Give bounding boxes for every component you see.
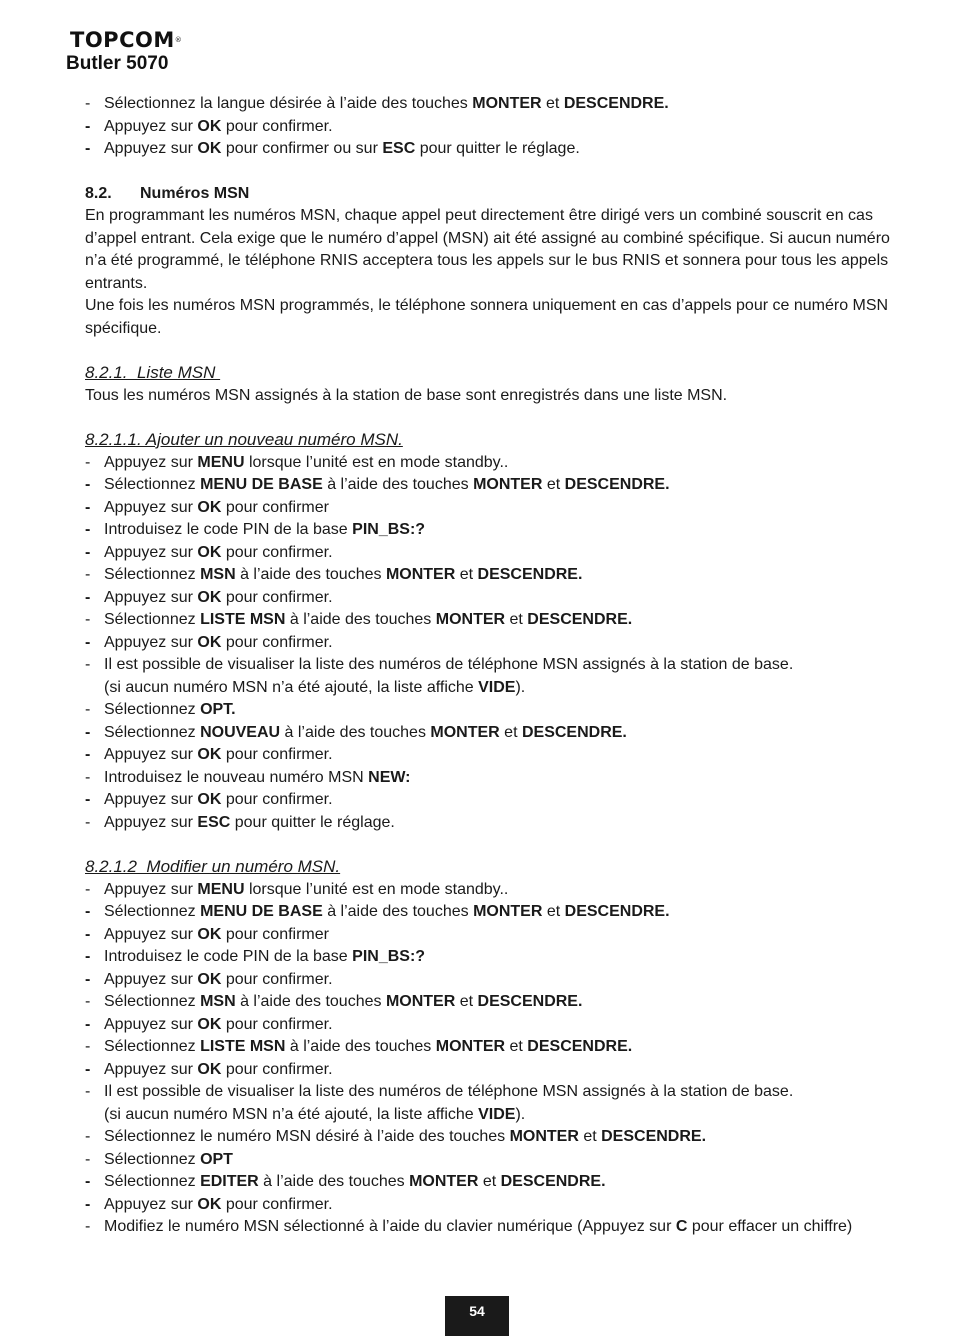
list-item-text bbox=[104, 542, 895, 565]
instruction-text: Appuyez sur bbox=[104, 970, 198, 988]
list-item-text bbox=[104, 969, 895, 992]
key-label: MONTER bbox=[473, 903, 543, 920]
list-item bbox=[85, 924, 895, 947]
list-bullet: - bbox=[85, 140, 91, 157]
key-label: DESCENDRE. bbox=[527, 1038, 633, 1055]
key-label: MONTER bbox=[430, 723, 500, 741]
key-label: LISTE MSN bbox=[200, 1038, 286, 1055]
instruction-text: pour confirmer. bbox=[221, 543, 333, 561]
key-label: OK bbox=[197, 543, 222, 561]
key-label: DESCENDRE. bbox=[527, 611, 633, 628]
list-item-text bbox=[104, 767, 895, 790]
instruction-text: ). bbox=[515, 1105, 526, 1123]
list-bullet: - bbox=[85, 1128, 91, 1145]
key-label: VIDE bbox=[478, 1105, 516, 1123]
list-bullet: - bbox=[85, 880, 91, 898]
key-label: OK bbox=[197, 746, 222, 763]
list-item bbox=[85, 969, 895, 992]
list-item bbox=[85, 767, 895, 790]
list-item bbox=[85, 654, 895, 699]
list-bullet: - bbox=[85, 566, 91, 583]
list-item-text bbox=[104, 1149, 895, 1172]
instruction-text: pour confirmer. bbox=[221, 1060, 333, 1078]
key-label: C bbox=[675, 1218, 688, 1235]
key-label: MONTER bbox=[435, 1038, 506, 1055]
instruction-text: Sélectionnez bbox=[104, 566, 201, 583]
list-item bbox=[85, 1126, 895, 1149]
instruction-text: pour confirmer. bbox=[221, 117, 333, 135]
list-bullet: - bbox=[85, 903, 91, 920]
list-item-text bbox=[104, 609, 895, 632]
list-item bbox=[85, 138, 895, 161]
instruction-text: Sélectionnez bbox=[104, 476, 201, 493]
instruction-text: et bbox=[505, 611, 528, 628]
key-label: MENU DE BASE bbox=[200, 903, 323, 920]
list-item bbox=[85, 812, 895, 835]
instruction-text: Sélectionnez bbox=[104, 723, 201, 741]
list-bullet: - bbox=[85, 633, 91, 651]
instruction-text: pour quitter le réglage. bbox=[230, 813, 395, 831]
instruction-text: pour confirmer bbox=[221, 925, 329, 943]
list-item-text bbox=[104, 1081, 895, 1104]
brand-logo: TOPCOM® bbox=[70, 28, 183, 52]
list-bullet: - bbox=[85, 453, 91, 471]
list-item-text bbox=[104, 632, 895, 655]
intro-list bbox=[85, 93, 895, 161]
list-item bbox=[85, 1014, 895, 1037]
instruction-text: à l’aide des touches bbox=[235, 566, 386, 583]
instruction-text: pour confirmer ou sur bbox=[221, 140, 383, 157]
list-item bbox=[85, 632, 895, 655]
key-label: DESCENDRE. bbox=[477, 566, 583, 583]
list-item bbox=[85, 1081, 895, 1126]
instruction-text: Sélectionnez la langue désirée à l’aide des touches bbox=[104, 95, 473, 112]
list-item-text bbox=[104, 901, 895, 924]
key-label: OK bbox=[197, 925, 222, 943]
key-label: DESCENDRE. bbox=[564, 903, 670, 920]
key-label: OK bbox=[197, 633, 222, 651]
list-bullet: - bbox=[85, 1083, 91, 1100]
key-label: DESCENDRE. bbox=[601, 1128, 707, 1145]
list-bullet: - bbox=[85, 925, 91, 943]
instruction-text: pour confirmer. bbox=[221, 1195, 333, 1213]
list-item bbox=[85, 93, 895, 116]
key-label: MONTER bbox=[409, 1173, 479, 1190]
list-item bbox=[85, 542, 895, 565]
page-number-box bbox=[445, 1296, 509, 1336]
list-item bbox=[85, 991, 895, 1014]
instruction-text: pour confirmer. bbox=[221, 746, 333, 763]
instruction-text: (si aucun numéro MSN n’a été ajouté, la liste affiche bbox=[104, 678, 479, 696]
instruction-text: Appuyez sur bbox=[104, 746, 198, 763]
list-bullet: - bbox=[85, 813, 91, 831]
instruction-text: Sélectionnez bbox=[104, 903, 201, 920]
list-item bbox=[85, 519, 895, 542]
instruction-text: Sélectionnez bbox=[104, 1150, 201, 1168]
key-label: ESC bbox=[382, 140, 416, 157]
section-8-2-1-text: Tous les numéros MSN assignés à la station de base sont enregistrés dans une liste MSN. bbox=[85, 386, 728, 404]
instruction-text: Appuyez sur bbox=[104, 813, 198, 831]
instruction-text: et bbox=[542, 903, 565, 920]
key-label: LISTE MSN bbox=[200, 611, 286, 628]
list-bullet: - bbox=[85, 723, 91, 741]
instruction-text: et bbox=[499, 723, 522, 741]
list-item-text bbox=[104, 93, 895, 116]
key-label: MSN bbox=[200, 993, 236, 1010]
list-item-text bbox=[104, 1059, 895, 1082]
instruction-text: pour confirmer. bbox=[221, 588, 333, 606]
list-item-text bbox=[104, 452, 895, 475]
list-item bbox=[85, 116, 895, 139]
list-item bbox=[85, 744, 895, 767]
key-label: EDITER bbox=[200, 1173, 259, 1190]
instruction-text: à l’aide des touches bbox=[280, 723, 431, 741]
list-item-text bbox=[104, 497, 895, 520]
key-label: MONTER bbox=[435, 611, 506, 628]
list-bullet: - bbox=[85, 1218, 91, 1235]
list-item bbox=[85, 1171, 895, 1194]
list-bullet: - bbox=[85, 1015, 91, 1033]
instruction-text: à l’aide des touches bbox=[322, 903, 474, 920]
key-label: DESCENDRE. bbox=[521, 723, 627, 741]
list-item-text bbox=[104, 991, 895, 1014]
list-item-continuation bbox=[104, 677, 895, 700]
list-bullet: - bbox=[85, 117, 91, 135]
list-item bbox=[85, 1059, 895, 1082]
instruction-text: Appuyez sur bbox=[104, 880, 198, 898]
key-label: NOUVEAU bbox=[200, 723, 281, 741]
instruction-text: Appuyez sur bbox=[104, 633, 198, 651]
list-item-text bbox=[104, 1171, 895, 1194]
list-item bbox=[85, 587, 895, 610]
key-label: OK bbox=[197, 1195, 222, 1213]
key-label: OPT. bbox=[200, 701, 236, 718]
instruction-text: ). bbox=[515, 678, 526, 696]
instruction-text: Introduisez le code PIN de la base bbox=[104, 521, 353, 538]
instruction-text: pour confirmer. bbox=[221, 1015, 333, 1033]
instruction-text: Appuyez sur bbox=[104, 1015, 198, 1033]
instruction-text: Appuyez sur bbox=[104, 498, 198, 516]
instruction-text: Sélectionnez bbox=[104, 993, 201, 1010]
list-item bbox=[85, 1149, 895, 1172]
model-name: Butler 5070 bbox=[66, 53, 169, 74]
list-bullet: - bbox=[85, 1060, 91, 1078]
key-label: MENU bbox=[197, 453, 245, 471]
instruction-text: lorsque l’unité est en mode standby.. bbox=[244, 880, 509, 898]
list-bullet: - bbox=[85, 611, 91, 628]
list-item-text bbox=[104, 1014, 895, 1037]
list-item-text bbox=[104, 1194, 895, 1217]
instruction-text: Appuyez sur bbox=[104, 791, 198, 808]
instruction-text: Appuyez sur bbox=[104, 1060, 198, 1078]
instruction-text: à l’aide des touches bbox=[285, 1038, 436, 1055]
instruction-text: pour quitter le réglage. bbox=[415, 140, 580, 157]
list-item bbox=[85, 1216, 895, 1239]
list-item-text bbox=[104, 879, 895, 902]
list-item bbox=[85, 946, 895, 969]
list-item-text bbox=[104, 1126, 895, 1149]
list-bullet: - bbox=[85, 521, 91, 538]
section-8-2-heading bbox=[85, 183, 895, 206]
key-label: VIDE bbox=[478, 678, 516, 696]
key-label: OK bbox=[197, 588, 222, 606]
list-bullet: - bbox=[85, 791, 91, 808]
list-bullet: - bbox=[85, 1150, 91, 1168]
list-item-text bbox=[104, 924, 895, 947]
list-item-text bbox=[104, 474, 895, 497]
key-label: OK bbox=[197, 791, 222, 808]
instruction-text: pour confirmer. bbox=[221, 970, 333, 988]
key-label: ESC bbox=[197, 813, 231, 831]
instruction-text: et bbox=[578, 1128, 602, 1145]
key-label: NEW: bbox=[368, 768, 411, 786]
key-label: MONTER bbox=[509, 1128, 579, 1145]
key-label: OK bbox=[197, 498, 222, 516]
instruction-text: Introduisez le code PIN de la base bbox=[104, 948, 353, 965]
section-8-2-1-1-heading: 8.2.1.1. Ajouter un nouveau numéro MSN. bbox=[85, 430, 403, 449]
instruction-text: Appuyez sur bbox=[104, 1195, 198, 1213]
list-bullet: - bbox=[85, 588, 91, 606]
list-item-text bbox=[104, 789, 895, 812]
section-title: Numéros MSN bbox=[140, 184, 250, 202]
list-bullet: - bbox=[85, 1173, 91, 1190]
key-label: OK bbox=[197, 970, 222, 988]
list-item-text bbox=[104, 564, 895, 587]
list-bullet: - bbox=[85, 476, 91, 493]
list-bullet: - bbox=[85, 701, 91, 718]
instruction-text: et bbox=[541, 95, 564, 112]
instruction-text: (si aucun numéro MSN n’a été ajouté, la liste affiche bbox=[104, 1105, 479, 1123]
list-bullet: - bbox=[85, 970, 91, 988]
section-8-2-paragraph-2: Une fois les numéros MSN programmés, le téléphone sonnera uniquement en cas d’appels pour ce numéro MSN spécifique. bbox=[85, 297, 889, 337]
list-item-text bbox=[104, 138, 895, 161]
instruction-text: et bbox=[455, 566, 478, 583]
section-8-2-1-heading: 8.2.1. Liste MSN bbox=[85, 363, 221, 382]
instruction-text: Appuyez sur bbox=[104, 543, 198, 561]
instruction-text: Sélectionnez bbox=[104, 701, 201, 718]
instruction-text: Il est possible de visualiser la liste des numéros de téléphone MSN assignés à la station de base. bbox=[104, 1083, 794, 1100]
instruction-text: Modifiez le numéro MSN sélectionné à l’aide du clavier numérique (Appuyez sur bbox=[104, 1218, 676, 1235]
list-item bbox=[85, 722, 895, 745]
list-bullet: - bbox=[85, 543, 91, 561]
list-item-continuation bbox=[104, 1104, 895, 1127]
instruction-text: Appuyez sur bbox=[104, 588, 198, 606]
list-bullet: - bbox=[85, 95, 91, 112]
list-item-text bbox=[104, 116, 895, 139]
list-bullet: - bbox=[85, 948, 91, 965]
list-item-text bbox=[104, 744, 895, 767]
key-label: MONTER bbox=[472, 95, 542, 112]
page-header bbox=[66, 28, 182, 76]
list-item bbox=[85, 1036, 895, 1059]
list-item-text bbox=[104, 722, 895, 745]
instruction-text: et bbox=[542, 476, 565, 493]
key-label: DESCENDRE. bbox=[500, 1173, 606, 1190]
edit-msn-steps-list bbox=[85, 879, 895, 1239]
list-item-text bbox=[104, 1216, 895, 1239]
instruction-text: pour confirmer. bbox=[221, 633, 333, 651]
instruction-text: et bbox=[505, 1038, 528, 1055]
list-item bbox=[85, 1194, 895, 1217]
list-item-text bbox=[104, 1036, 895, 1059]
instruction-text: Il est possible de visualiser la liste des numéros de téléphone MSN assignés à la station de base. bbox=[104, 656, 794, 673]
page-number: 54 bbox=[469, 1303, 485, 1319]
instruction-text: Appuyez sur bbox=[104, 140, 198, 157]
instruction-text: Sélectionnez le numéro MSN désiré à l’aide des touches bbox=[104, 1128, 510, 1145]
instruction-text: pour confirmer bbox=[221, 498, 329, 516]
page-content bbox=[85, 93, 895, 1239]
instruction-text: Appuyez sur bbox=[104, 453, 198, 471]
list-bullet: - bbox=[85, 993, 91, 1010]
instruction-text: à l’aide des touches bbox=[322, 476, 474, 493]
key-label: OK bbox=[197, 140, 222, 157]
instruction-text: pour confirmer. bbox=[221, 791, 333, 808]
section-8-2-paragraph-1: En programmant les numéros MSN, chaque appel peut directement être dirigé vers un combiné souscrit en cas d’appel entrant. Cela exige que le numéro d’appel (MSN) ait été assigné au combiné spécifique. Si aucun numéro n’a été programmé, le téléphone RNIS acceptera tous les appels sur le bus RNIS et sonnera pour tous les appels entrants. bbox=[85, 207, 890, 292]
section-8-2-1-2-heading: 8.2.1.2 Modifier un numéro MSN. bbox=[85, 857, 341, 876]
list-item-text bbox=[104, 654, 895, 677]
list-item-text bbox=[104, 812, 895, 835]
list-bullet: - bbox=[85, 1195, 91, 1213]
key-label: DESCENDRE. bbox=[564, 476, 670, 493]
key-label: MSN bbox=[200, 566, 236, 583]
key-label: DESCENDRE. bbox=[477, 993, 583, 1010]
key-label: MONTER bbox=[385, 993, 456, 1010]
list-item-text bbox=[104, 699, 895, 722]
list-bullet: - bbox=[85, 746, 91, 763]
instruction-text: lorsque l’unité est en mode standby.. bbox=[244, 453, 509, 471]
list-item bbox=[85, 609, 895, 632]
list-bullet: - bbox=[85, 768, 91, 786]
instruction-text: Sélectionnez bbox=[104, 611, 201, 628]
key-label: MONTER bbox=[473, 476, 543, 493]
list-bullet: - bbox=[85, 498, 91, 516]
key-label: MENU DE BASE bbox=[200, 476, 323, 493]
list-bullet: - bbox=[85, 656, 91, 673]
list-item bbox=[85, 901, 895, 924]
key-label: DESCENDRE. bbox=[563, 95, 669, 112]
add-msn-steps-list bbox=[85, 452, 895, 835]
key-label: PIN_BS:? bbox=[352, 521, 426, 538]
key-label: OK bbox=[197, 1060, 222, 1078]
instruction-text: Appuyez sur bbox=[104, 117, 198, 135]
list-item-text bbox=[104, 519, 895, 542]
list-item bbox=[85, 564, 895, 587]
key-label: OK bbox=[197, 117, 222, 135]
list-item bbox=[85, 879, 895, 902]
list-item-text bbox=[104, 587, 895, 610]
list-item bbox=[85, 789, 895, 812]
list-item bbox=[85, 699, 895, 722]
instruction-text: pour effacer un chiffre) bbox=[687, 1218, 853, 1235]
instruction-text: et bbox=[455, 993, 478, 1010]
key-label: MENU bbox=[197, 880, 245, 898]
list-item bbox=[85, 497, 895, 520]
instruction-text: Introduisez le nouveau numéro MSN bbox=[104, 768, 369, 786]
list-item-text bbox=[104, 946, 895, 969]
key-label: PIN_BS:? bbox=[352, 948, 426, 965]
list-item bbox=[85, 474, 895, 497]
section-number: 8.2. bbox=[85, 184, 112, 202]
instruction-text: Sélectionnez bbox=[104, 1038, 201, 1055]
instruction-text: Appuyez sur bbox=[104, 925, 198, 943]
instruction-text: Sélectionnez bbox=[104, 1173, 201, 1190]
key-label: OPT bbox=[200, 1150, 233, 1168]
key-label: OK bbox=[197, 1015, 222, 1033]
instruction-text: et bbox=[478, 1173, 501, 1190]
list-item bbox=[85, 452, 895, 475]
instruction-text: à l’aide des touches bbox=[235, 993, 386, 1010]
instruction-text: à l’aide des touches bbox=[285, 611, 436, 628]
instruction-text: à l’aide des touches bbox=[258, 1173, 410, 1190]
key-label: MONTER bbox=[385, 566, 456, 583]
list-bullet: - bbox=[85, 1038, 91, 1055]
